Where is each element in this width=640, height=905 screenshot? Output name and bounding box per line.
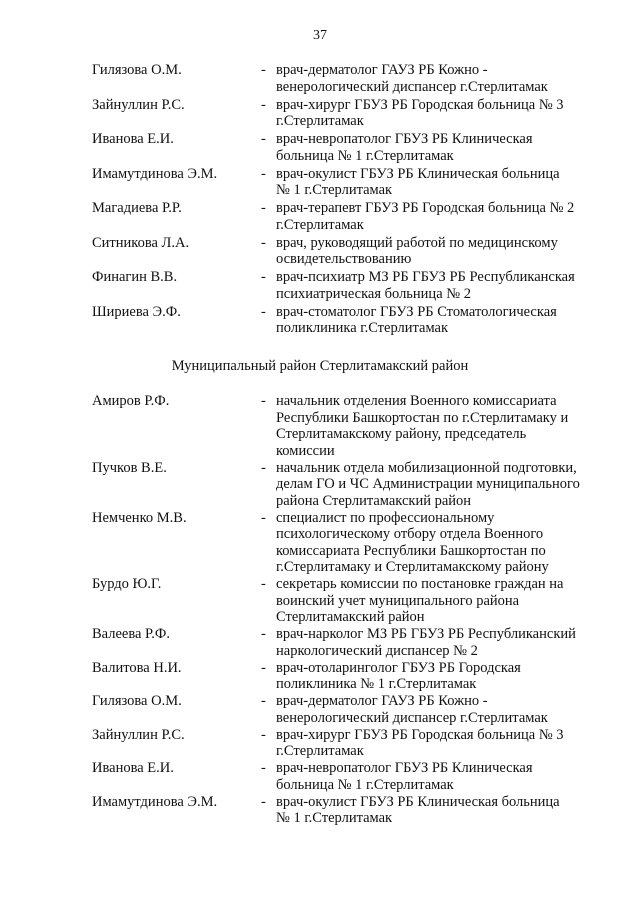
- member-position: [276, 393, 608, 459]
- member-position: [276, 576, 608, 626]
- position-line: района Стерлитамакский район: [276, 492, 472, 509]
- list-dash: -: [261, 459, 266, 476]
- position-line: поликлиника № 1 г.Стерлитамак: [276, 676, 477, 692]
- member-name: Магадиева Р.Р.: [92, 200, 182, 216]
- member-entry: [0, 660, 640, 693]
- position-line: врач-хирург ГБУЗ РБ Городская больница № 3: [276, 726, 564, 743]
- list-dash: -: [261, 393, 266, 409]
- member-name: Бурдо Ю.Г.: [92, 576, 162, 592]
- position-line: Республики Башкортостан по г.Стерлитамаку и: [276, 409, 569, 426]
- member-entry: [0, 727, 640, 760]
- member-entry: [0, 626, 640, 659]
- position-line: начальник отдела мобилизационной подготовки,: [276, 459, 577, 476]
- position-line: врач-отоларинголог ГБУЗ РБ Городская: [276, 659, 521, 676]
- member-entry: [0, 794, 640, 827]
- member-position: [276, 131, 608, 164]
- list-dash: -: [261, 659, 266, 676]
- position-line: г.Стерлитамаку и Стерлитамакскому району: [276, 559, 549, 575]
- member-entry: [0, 510, 640, 576]
- member-position: [276, 200, 608, 233]
- member-name: Иванова Е.И.: [92, 131, 174, 147]
- position-line: комиссии: [276, 442, 335, 459]
- position-line: врач-терапевт ГБУЗ РБ Городская больница № 2: [276, 200, 575, 216]
- member-entry: [0, 576, 640, 626]
- member-position: [276, 166, 608, 199]
- position-line: № 1 г.Стерлитамак: [276, 182, 393, 198]
- member-entry: [0, 760, 640, 793]
- member-position: [276, 626, 608, 659]
- position-line: врач, руководящий работой по медицинскому: [276, 234, 558, 251]
- member-name: Пучков В.Е.: [92, 459, 167, 476]
- list-dash: -: [261, 131, 266, 147]
- position-line: венерологический диспансер г.Стерлитамак: [276, 709, 548, 726]
- position-line: психологическому отбору отдела Военного: [276, 526, 544, 542]
- list-dash: -: [261, 269, 266, 285]
- member-entry: [0, 393, 640, 459]
- member-name: Имамутдинова Э.М.: [92, 793, 218, 810]
- members-list-district: [0, 393, 640, 827]
- position-line: Стерлитамакскому району, председатель: [276, 426, 527, 442]
- position-line: делам ГО и ЧС Администрации муниципального: [276, 476, 580, 492]
- member-entry: [0, 131, 640, 164]
- position-line: врач-окулист ГБУЗ РБ Клиническая больница: [276, 165, 560, 182]
- members-list-city: [0, 62, 640, 338]
- member-entry: [0, 269, 640, 302]
- member-position: [276, 693, 608, 726]
- position-line: врач-невропатолог ГБУЗ РБ Клиническая: [276, 131, 533, 147]
- page-number: 37: [313, 28, 327, 43]
- member-entry: [0, 166, 640, 199]
- member-name: Иванова Е.И.: [92, 760, 174, 776]
- list-dash: -: [261, 726, 266, 743]
- member-name: Валеева Р.Ф.: [92, 626, 171, 642]
- position-line: г.Стерлитамак: [276, 113, 364, 129]
- position-line: врач-окулист ГБУЗ РБ Клиническая больница: [276, 793, 560, 810]
- list-dash: -: [261, 165, 266, 182]
- list-dash: -: [261, 760, 266, 776]
- member-position: [276, 304, 608, 337]
- position-line: больница № 1 г.Стерлитамак: [276, 147, 454, 164]
- position-line: врач-дерматолог ГАУЗ РБ Кожно -: [276, 693, 488, 709]
- position-line: врач-стоматолог ГБУЗ РБ Стоматологическая: [276, 303, 557, 320]
- member-position: [276, 727, 608, 760]
- member-name: Гилязова О.М.: [92, 62, 182, 78]
- list-dash: -: [261, 509, 266, 526]
- member-position: [276, 760, 608, 793]
- position-line: больница № 1 г.Стерлитамак: [276, 776, 454, 793]
- member-name: Амиров Р.Ф.: [92, 393, 170, 409]
- position-line: Стерлитамакский район: [276, 609, 425, 625]
- member-name: Гилязова О.М.: [92, 693, 182, 709]
- member-entry: [0, 62, 640, 95]
- position-line: № 1 г.Стерлитамак: [276, 810, 393, 826]
- list-dash: -: [261, 626, 266, 642]
- position-line: г.Стерлитамак: [276, 743, 364, 759]
- list-dash: -: [261, 303, 266, 320]
- member-position: [276, 97, 608, 130]
- position-line: врач-хирург ГБУЗ РБ Городская больница № 3: [276, 96, 564, 113]
- list-dash: -: [261, 96, 266, 113]
- position-line: начальник отделения Военного комиссариата: [276, 393, 557, 409]
- position-line: г.Стерлитамак: [276, 216, 364, 233]
- member-name: Имамутдинова Э.М.: [92, 165, 218, 182]
- member-entry: [0, 97, 640, 130]
- member-entry: [0, 235, 640, 268]
- member-position: [276, 235, 608, 268]
- member-entry: [0, 693, 640, 726]
- list-dash: -: [261, 576, 266, 592]
- list-dash: -: [261, 62, 266, 78]
- member-position: [276, 794, 608, 827]
- member-entry: [0, 200, 640, 233]
- member-name: Шириева Э.Ф.: [92, 303, 181, 320]
- member-entry: [0, 460, 640, 510]
- member-entry: [0, 304, 640, 337]
- position-line: наркологический диспансер № 2: [276, 642, 478, 659]
- position-line: освидетельствованию: [276, 251, 412, 267]
- position-line: врач-невропатолог ГБУЗ РБ Клиническая: [276, 760, 533, 776]
- list-dash: -: [261, 693, 266, 709]
- list-dash: -: [261, 793, 266, 810]
- list-dash: -: [261, 234, 266, 251]
- member-position: [276, 269, 608, 302]
- position-line: венерологический диспансер г.Стерлитамак: [276, 78, 548, 95]
- member-name: Валитова Н.И.: [92, 659, 182, 676]
- member-name: Ситникова Л.А.: [92, 234, 190, 251]
- position-line: врач-психиатр МЗ РБ ГБУЗ РБ Республиканская: [276, 269, 575, 285]
- position-line: поликлиника г.Стерлитамак: [276, 320, 449, 336]
- position-line: комиссариата Республики Башкортостан по: [276, 542, 546, 559]
- position-line: врач-нарколог МЗ РБ ГБУЗ РБ Республиканский: [276, 626, 576, 642]
- position-line: секретарь комиссии по постановке граждан на: [276, 576, 564, 592]
- member-name: Немченко М.В.: [92, 509, 187, 526]
- list-dash: -: [261, 200, 266, 216]
- position-line: психиатрическая больница № 2: [276, 285, 471, 302]
- section-heading: Муниципальный район Стерлитамакский район: [171, 358, 469, 374]
- position-line: воинский учет муниципального района: [276, 592, 520, 609]
- member-name: Зайнуллин Р.С.: [92, 726, 185, 743]
- member-name: Зайнуллин Р.С.: [92, 96, 185, 113]
- position-line: специалист по профессиональному: [276, 509, 495, 526]
- position-line: врач-дерматолог ГАУЗ РБ Кожно -: [276, 62, 488, 78]
- member-name: Финагин В.В.: [92, 269, 178, 285]
- member-position: [276, 460, 608, 510]
- member-position: [276, 62, 608, 95]
- member-position: [276, 510, 608, 576]
- member-position: [276, 660, 608, 693]
